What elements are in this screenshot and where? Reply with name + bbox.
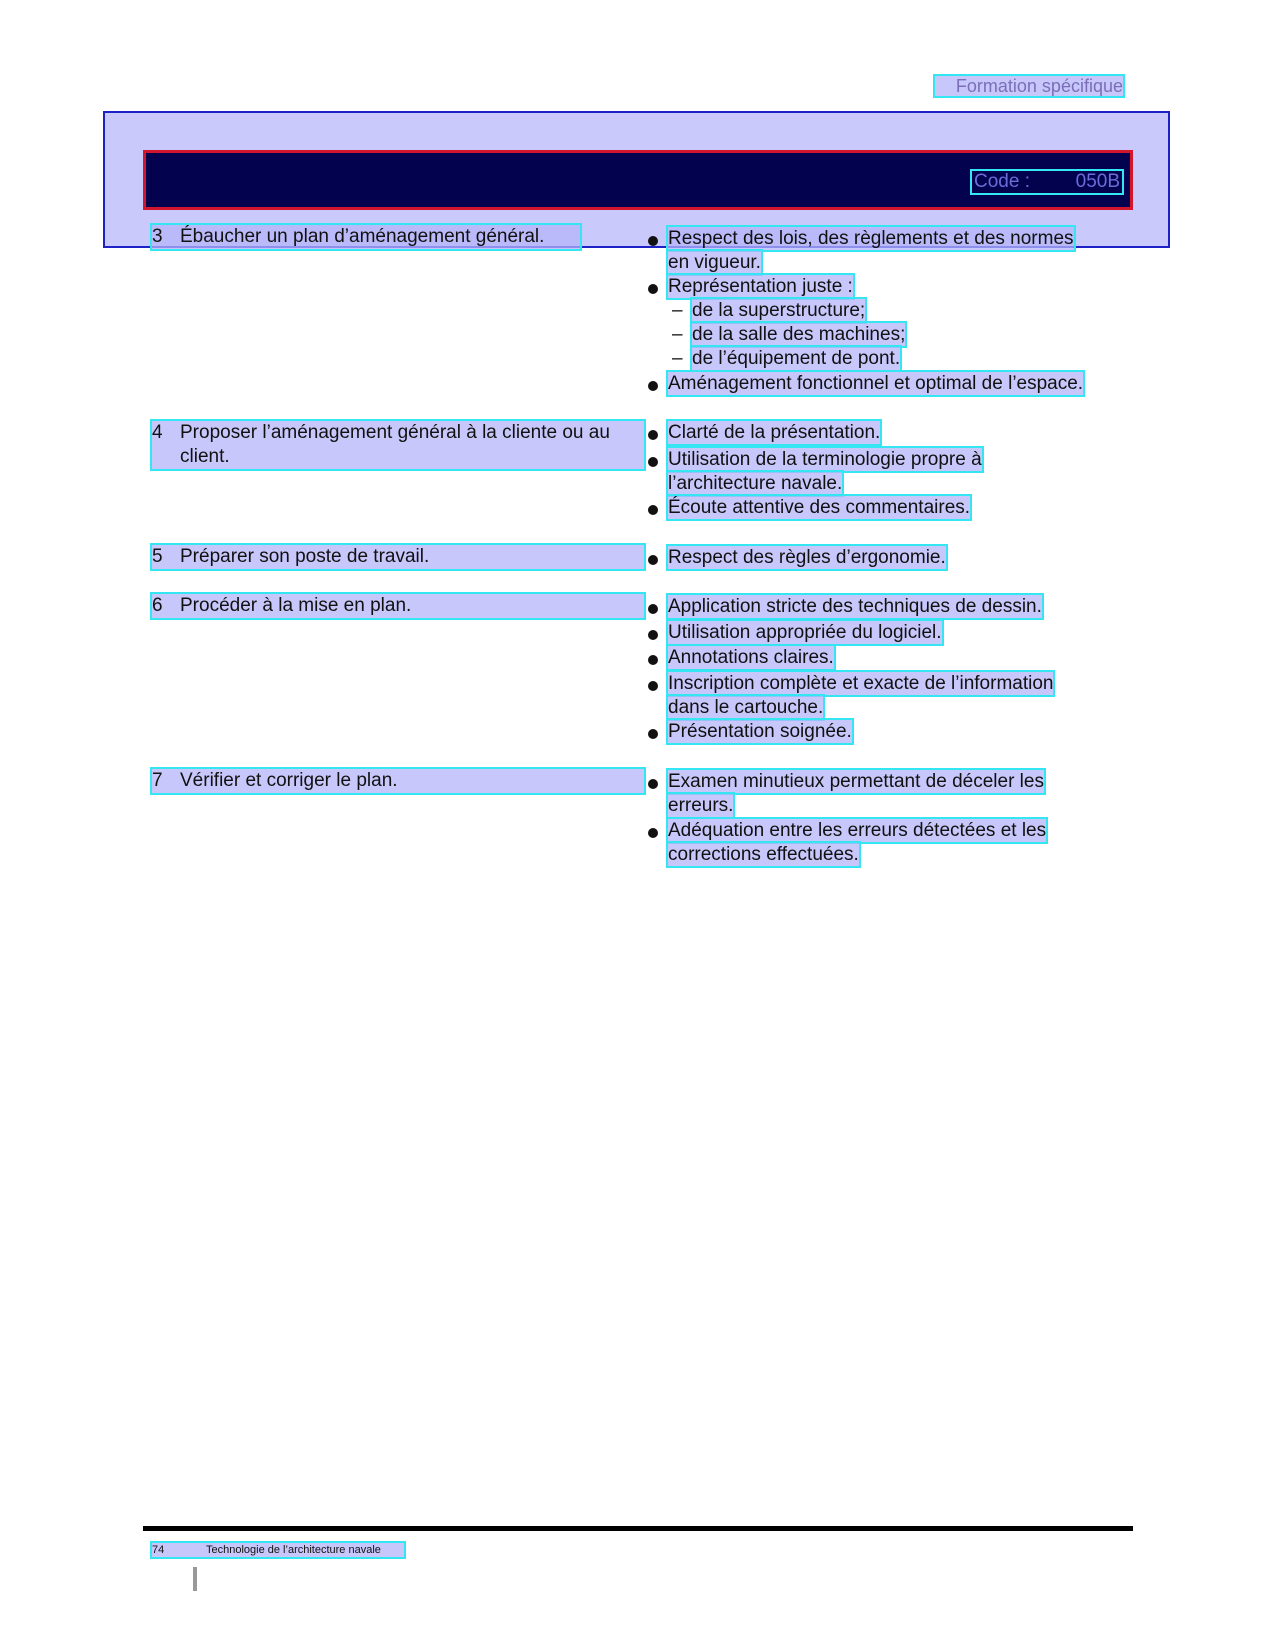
bullet-icon xyxy=(648,236,658,246)
bullet-icon xyxy=(648,505,658,515)
document-title: Technologie de l’architecture navale xyxy=(206,1544,381,1556)
step-number: 6 xyxy=(152,595,163,616)
step-title: Vérifier et corriger le plan. xyxy=(180,770,398,791)
footer-rule xyxy=(143,1526,1133,1531)
criterion-subline: de la salle des machines; xyxy=(692,324,906,345)
bullet-icon xyxy=(648,630,658,640)
criterion-line: Examen minutieux permettant de déceler les xyxy=(668,771,1044,792)
criterion-line: Clarté de la présentation. xyxy=(668,422,881,443)
criterion-line: Écoute attentive des commentaires. xyxy=(668,497,971,518)
code-label: Code : xyxy=(974,171,1030,192)
step-number: 3 xyxy=(152,226,163,247)
criterion-line: Adéquation entre les erreurs détectées et les xyxy=(668,820,1047,841)
step-number: 4 xyxy=(152,422,163,443)
dash-icon: – xyxy=(672,300,683,321)
code-value: 050B xyxy=(1075,171,1120,192)
step-item xyxy=(152,545,644,569)
bullet-icon xyxy=(648,381,658,391)
bullet-icon xyxy=(648,430,658,440)
criterion-line: Respect des lois, des règlements et des normes xyxy=(668,228,1074,249)
criterion-line: Présentation soignée. xyxy=(668,721,852,742)
criterion-line: Représentation juste : xyxy=(668,276,853,297)
step-title: Proposer l’aménagement général à la cliente ou au client. xyxy=(180,422,610,467)
criterion-line: Aménagement fonctionnel et optimal de l’espace. xyxy=(668,373,1084,394)
criterion-line: Inscription complète et exacte de l’information xyxy=(668,673,1054,694)
bullet-icon xyxy=(648,555,658,565)
criterion-line: Respect des règles d’ergonomie. xyxy=(668,547,946,568)
dash-icon: – xyxy=(672,324,683,345)
criterion-line: corrections effectuées. xyxy=(668,844,859,865)
criterion-line: Application stricte des techniques de dessin. xyxy=(668,596,1042,617)
footer-mark xyxy=(193,1567,197,1591)
criterion-subline: de l’équipement de pont. xyxy=(692,348,901,369)
dash-icon: – xyxy=(672,348,683,369)
step-number: 5 xyxy=(152,546,163,567)
step-title: Préparer son poste de travail. xyxy=(180,546,430,567)
step-number: 7 xyxy=(152,770,163,791)
bullet-icon xyxy=(648,779,658,789)
page-number: 74 xyxy=(152,1544,165,1556)
criterion-line: dans le cartouche. xyxy=(668,697,824,718)
code-display xyxy=(972,171,1122,193)
step-item xyxy=(152,421,644,469)
bullet-icon xyxy=(648,604,658,614)
bullet-icon xyxy=(648,655,658,665)
criterion-subline: de la superstructure; xyxy=(692,300,866,321)
bullet-icon xyxy=(648,681,658,691)
criterion-line: erreurs. xyxy=(668,795,734,816)
criterion-line: en vigueur. xyxy=(668,252,761,273)
bullet-icon xyxy=(648,284,658,294)
step-title: Procéder à la mise en plan. xyxy=(180,595,412,616)
criterion-line: Utilisation de la terminologie propre à xyxy=(668,449,982,470)
bullet-icon xyxy=(648,828,658,838)
section-label: Formation spécifique xyxy=(935,76,1123,96)
criterion-line: Annotations claires. xyxy=(668,647,834,668)
bullet-icon xyxy=(648,457,658,467)
criterion-line: l’architecture navale. xyxy=(668,473,843,494)
footer-text xyxy=(152,1543,404,1557)
bullet-icon xyxy=(648,729,658,739)
step-item xyxy=(152,225,580,249)
step-item xyxy=(152,769,644,793)
step-item xyxy=(152,594,644,618)
step-title: Ébaucher un plan d’aménagement général. xyxy=(180,226,545,247)
criterion-line: Utilisation appropriée du logiciel. xyxy=(668,622,942,643)
